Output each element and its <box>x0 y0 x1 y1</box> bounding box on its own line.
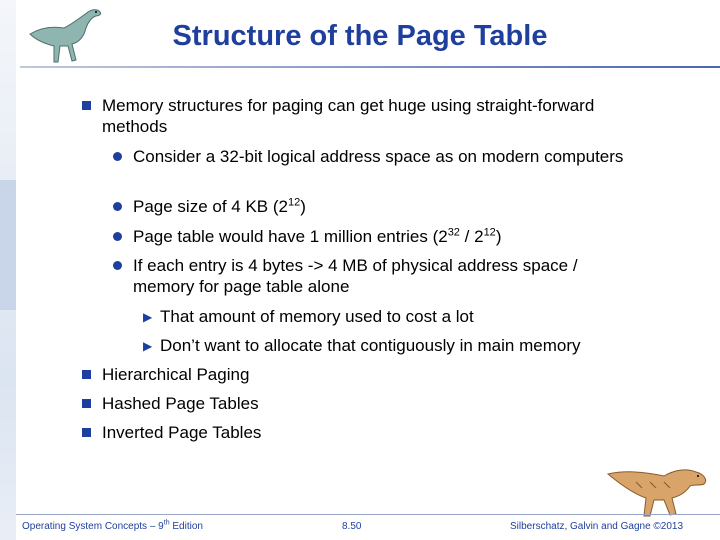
footer-authors: Silberschatz, Galvin and Gagne ©2013 <box>510 521 684 532</box>
bullet-inverted-page-tables: Inverted Page Tables <box>102 423 262 442</box>
text: Page size of 4 KB (2 <box>133 197 288 216</box>
exponent: 12 <box>483 226 496 239</box>
text: ) <box>300 197 306 216</box>
bullet-marker <box>82 399 91 408</box>
text: Page table would have 1 million entries (2 <box>133 227 448 246</box>
bullet-marker <box>113 261 122 270</box>
text: Edition <box>169 521 203 532</box>
bullet-hashed-page-tables: Hashed Page Tables <box>102 394 259 413</box>
text: Operating System Concepts – 9 <box>22 521 164 532</box>
footer-divider <box>16 514 720 515</box>
triangle-bullet-icon: ▶ <box>143 339 153 353</box>
bullet-marker <box>113 152 122 161</box>
bullet-entry-size: If each entry is 4 bytes -> 4 MB of physical address space / memory for page table alone <box>133 256 578 296</box>
bullet-memory-structures: Memory structures for paging can get huge using straight-forward methods <box>102 96 595 136</box>
bullet-page-table-entries <box>133 226 673 247</box>
footer-book-title <box>22 521 203 532</box>
bullet-memory-cost: That amount of memory used to cost a lot <box>160 307 474 326</box>
superscript: th <box>163 519 170 527</box>
text: / 2 <box>459 227 484 246</box>
exponent: 12 <box>287 196 301 209</box>
text: ) <box>495 227 502 246</box>
bullet-hierarchical-paging: Hierarchical Paging <box>102 365 250 384</box>
dinosaur-icon <box>606 460 710 518</box>
exponent: 32 <box>447 226 460 239</box>
bullet-marker <box>82 101 91 110</box>
page-title: Structure of the Page Table <box>172 20 548 52</box>
bullet-marker <box>82 428 91 437</box>
slide-number: 8.50 <box>342 521 362 532</box>
left-decorative-bar <box>0 0 16 540</box>
bullet-32bit-address: Consider a 32-bit logical address space as on modern computers <box>133 147 624 166</box>
bullet-marker <box>82 370 91 379</box>
title-divider <box>20 66 720 68</box>
triangle-bullet-icon: ▶ <box>143 310 153 324</box>
bullet-marker <box>113 232 122 241</box>
bullet-page-size <box>133 196 653 217</box>
bullet-marker <box>113 202 122 211</box>
bullet-contiguous: Don’t want to allocate that contiguously in main memory <box>160 336 581 355</box>
